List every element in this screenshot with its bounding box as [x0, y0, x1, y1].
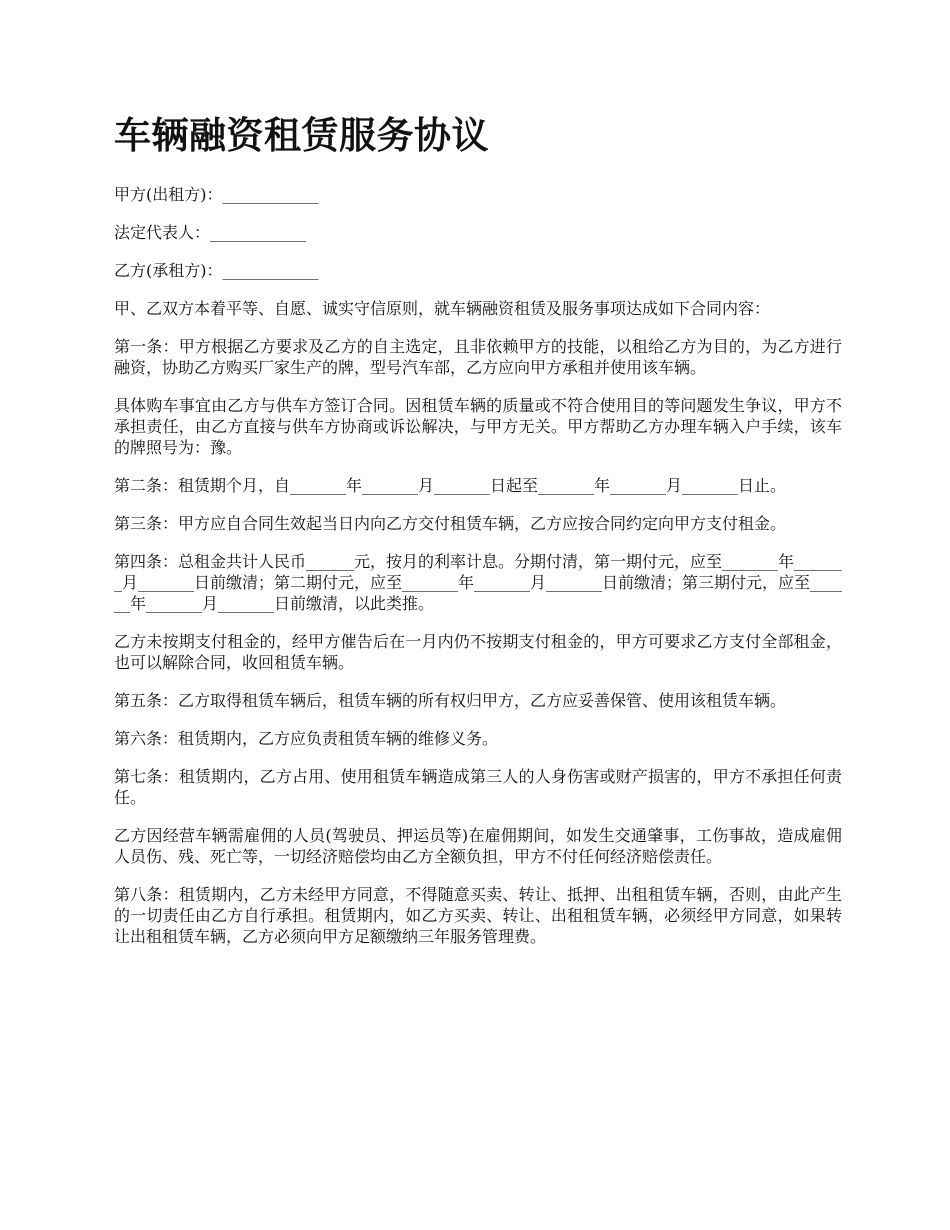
article-1-paragraph: 第一条：甲方根据乙方要求及乙方的自主选定，且非依赖甲方的技能，以租给乙方为目的，为乙方进行融资，协助乙方购买厂家生产的牌，型号汽车部，乙方应向甲方承租并使用该车辆。: [114, 337, 842, 377]
article-2-paragraph: 第二条：租赁期个月，自_______年_______月_______日起至_______年_______月_______日止。: [114, 476, 787, 495]
document-page: [114, 112, 842, 964]
article-4-paragraph: 第四条：总租金共计人民币______元，按月的利率计息。分期付清，第一期付元，应至_______年_______月_______日前缴清；第二期付元，应至_______年_______月_______日前缴清；第三期付元，应至______年_______月_______日前缴清，以此类推。: [114, 552, 843, 613]
article-7-detail-paragraph: 乙方因经营车辆需雇佣的人员(驾驶员、押运员等)在雇佣期间，如发生交通肇事，工伤事故，造成雇佣人员伤、残、死亡等，一切经济赔偿均由乙方全额负担，甲方不付任何经济赔偿责任。: [114, 826, 842, 866]
article-8-paragraph: 第八条：租赁期内，乙方未经甲方同意，不得随意买卖、转让、抵押、出租租赁车辆，否则，由此产生的一切责任由乙方自行承担。租赁期内，如乙方买卖、转让、出租租赁车辆，必须经甲方同意，如果转让出租租赁车辆，乙方必须向甲方足额缴纳三年服务管理费。: [114, 885, 842, 946]
article-7-paragraph: 第七条：租赁期内，乙方占用、使用租赁车辆造成第三人的人身伤害或财产损害的，甲方不承担任何责任。: [114, 767, 842, 807]
document-title: 车辆融资租赁服务协议: [114, 114, 489, 157]
legal-representative-line: 法定代表人：____________: [114, 223, 307, 242]
article-5-paragraph: 第五条：乙方取得租赁车辆后，租赁车辆的所有权归甲方，乙方应妥善保管、使用该租赁车辆。: [114, 691, 787, 710]
party-b-line: 乙方(承租方)：____________: [114, 261, 319, 280]
document-body: [114, 184, 842, 947]
article-1-detail-paragraph: 具体购车事宜由乙方与供车方签订合同。因租赁车辆的质量或不符合使用目的等问题发生争议，甲方不承担责任，由乙方直接与供车方协商或诉讼解决，与甲方无关。甲方帮助乙方办理车辆入户手续，该车的牌照号为：豫。: [114, 396, 842, 457]
party-a-line: 甲方(出租方)：____________: [114, 185, 319, 204]
article-3-paragraph: 第三条：甲方应自合同生效起当日内向乙方交付租赁车辆，乙方应按合同约定向甲方支付租金。: [114, 514, 787, 533]
article-4-default-paragraph: 乙方未按期支付租金的，经甲方催告后在一月内仍不按期支付租金的，甲方可要求乙方支付全部租金，也可以解除合同，收回租赁车辆。: [114, 632, 842, 672]
preamble-paragraph: 甲、乙双方本着平等、自愿、诚实守信原则，就车辆融资租赁及服务事项达成如下合同内容：: [114, 299, 771, 318]
article-6-paragraph: 第六条：租赁期内，乙方应负责租赁车辆的维修义务。: [114, 729, 499, 748]
